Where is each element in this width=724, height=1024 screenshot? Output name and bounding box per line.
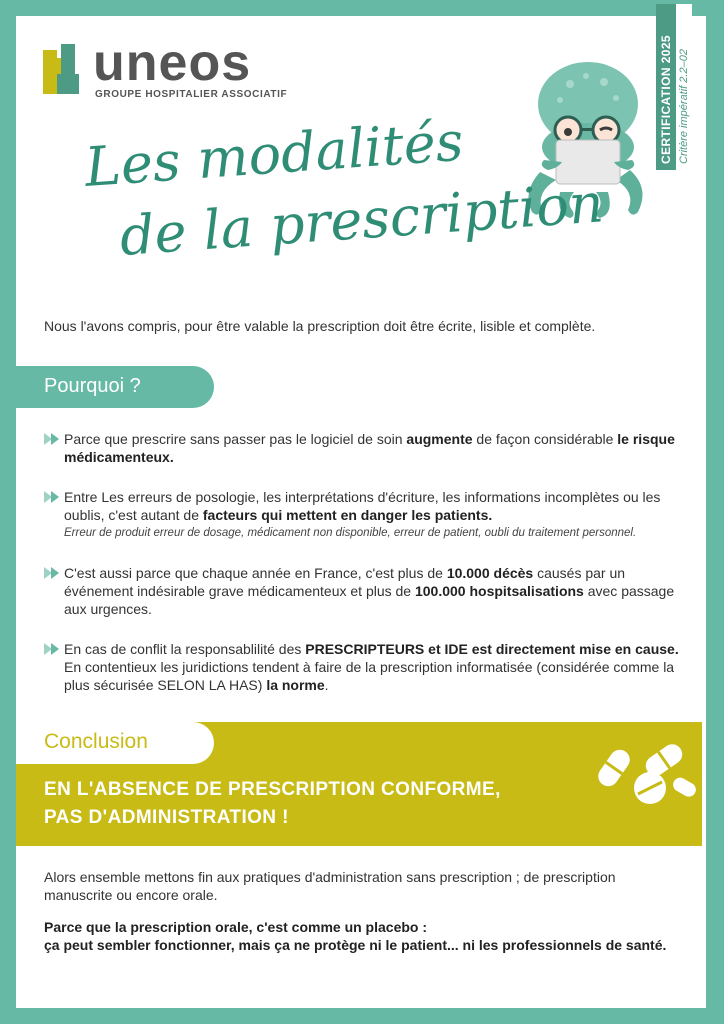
bullet-note: Erreur de produit erreur de dosage, médicament non disponible, erreur de patient, oubli du traitement personnel. <box>64 527 637 539</box>
closing-paragraph-2 <box>44 918 684 954</box>
bullet-text: de façon considérable <box>472 431 618 447</box>
bullet-text: . <box>324 677 329 693</box>
section-label-why-text: Pourquoi ? <box>44 375 141 397</box>
certification-criterion: Critère impératif 2.2–02 <box>676 4 692 170</box>
conclusion-line-2: PAS D'ADMINISTRATION ! <box>44 807 289 828</box>
logo-wordmark: uneos <box>93 34 252 92</box>
bullet-text: Parce que prescrire sans passer pas le logiciel de soin <box>64 431 407 447</box>
section-label-conclusion-text: Conclusion <box>44 730 148 753</box>
bullet-bold: 100.000 hospitsalisations <box>414 583 584 599</box>
title-line-1: Les modalités <box>82 109 466 199</box>
conclusion-statement <box>44 776 604 832</box>
bullet-text: C'est aussi parce que chaque année en France, c'est plus de <box>64 565 447 581</box>
bullet-text: En contentieux les juridictions tendent à faire de la prescription informatisée (considérée comme la plus sécurisée SELON LA HAS) <box>64 659 675 693</box>
double-arrow-icon <box>44 491 62 503</box>
pills-icon <box>592 728 696 808</box>
section-label-why <box>16 366 214 408</box>
bullet-bold: PRESCRIPTEURS et IDE est directement mise en cause. <box>305 641 679 657</box>
section-label-conclusion <box>16 722 214 764</box>
bullet-text: avec passage aux urgences. <box>64 583 675 617</box>
closing-line-2: ça peut sembler fonctionner, mais ça ne protège ni le patient... ni les professionnels de santé. <box>44 937 667 953</box>
closing-text <box>44 868 684 968</box>
list-item <box>44 430 684 466</box>
logo-subtitle: GROUPE HOSPITALIER ASSOCIATIF <box>95 89 288 100</box>
list-item <box>44 488 684 542</box>
list-item <box>44 564 684 618</box>
intro-text: Nous l'avons compris, pour être valable la prescription doit être écrite, lisible et complète. <box>44 318 596 334</box>
title-line-2: de la prescription <box>117 171 606 268</box>
bullet-bold: augmente <box>406 431 473 447</box>
bullet-bold: le risque médicamenteux. <box>64 431 675 465</box>
list-item <box>44 640 684 694</box>
bullet-text: causés par un événement indésirable grave médicamenteux et plus de <box>64 565 626 599</box>
conclusion-line-1: EN L'ABSENCE DE PRESCRIPTION CONFORME, <box>44 779 501 800</box>
bullet-text: Entre Les erreurs de posologie, les interprétations d'écriture, les informations incomplètes ou les oublis, c'est autant de <box>64 489 661 523</box>
closing-paragraph-1: Alors ensemble mettons fin aux pratiques d'administration sans prescription ; de prescription manuscrite ou encore orale. <box>44 869 616 903</box>
bullet-bold: la norme <box>266 677 325 693</box>
double-arrow-icon <box>44 433 62 445</box>
certification-title: CERTIFICATION 2025 <box>656 4 676 170</box>
certification-tag <box>652 4 696 170</box>
uneos-logo-mark-icon <box>43 44 83 96</box>
bullet-text: En cas de conflit la responsablilité des <box>64 641 306 657</box>
double-arrow-icon <box>44 567 62 579</box>
bullet-bold: 10.000 décès <box>446 565 534 581</box>
why-bullet-list <box>44 430 684 709</box>
double-arrow-icon <box>44 643 62 655</box>
closing-line-1: Parce que la prescription orale, c'est comme un placebo : <box>44 919 428 935</box>
bullet-bold: facteurs qui mettent en danger les patients. <box>202 507 493 523</box>
